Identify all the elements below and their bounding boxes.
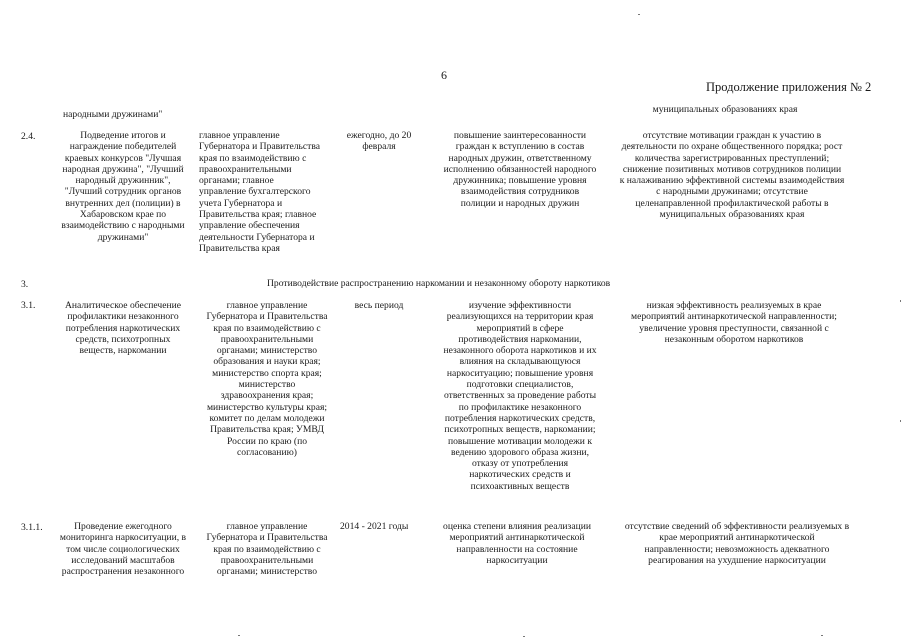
row-2-4-consequences: отсутствие мотивации граждан к участию в деятельности по охране общественного порядка; рост количества зарегистрированных преступлений; снижение позитивных мотивов сотрудников полиции к налаживанию эффективной системы взаимодействия с народными дружинами; отсутствие целенаправленной профилактической работы в муниципальных образованиях края	[619, 130, 845, 221]
row-2-4-result: повышение заинтересованности граждан к вступлению в состав народных дружин, ответственному исполнению обязанностей народного дружинника; повышение уровня взаимодействия сотрудников полиции и народных дружин	[443, 130, 597, 209]
section-3-title: Противодействие распространению наркомании и незаконному обороту наркотиков	[267, 278, 611, 289]
row-3-1-name: Аналитическое обеспечение профилактики незаконного потребления наркотических средств, психотропных веществ, наркомании	[64, 300, 182, 357]
row-2-4-number: 2.4.	[21, 131, 36, 142]
scan-speck	[900, 420, 901, 422]
section-3-number: 3.	[21, 279, 29, 290]
row-3-1-1-executor: главное управление Губернатора и Правительства края по взаимодействию с правоохранительными органами; министерство	[206, 521, 328, 578]
row-3-1-1-name: Проведение ежегодного мониторинга наркоситуации, в том числе социологических исследований масштабов распространения незаконного	[59, 521, 187, 578]
row-3-1-number: 3.1.	[21, 300, 36, 311]
row-3-1-1-consequences: отсутствие сведений об эффективности реализуемых в крае мероприятий антинаркотической направленности; невозможность адекватного реагирования на ухудшение наркоситуации	[624, 521, 850, 566]
row-3-1-consequences: низкая эффективность реализуемых в крае мероприятий антинаркотической направленности; увеличение уровня преступности, связанной с незаконным оборотом наркотиков	[631, 300, 837, 345]
continuation-consequences: муниципальных образованиях края	[652, 104, 798, 115]
row-3-1-result: изучение эффективности реализующихся на территории края мероприятий в сфере противодействия наркомании, незаконного оборота наркотиков и их влияния на складывающуюся наркоситуацию; повышение уровня подготовки специалистов, ответственных за проведение работы по профилактике незаконного потребления наркотических средств, психотропных веществ, наркомании; повышение мотивации молодежи к ведению здорового образа жизни, отказу от употребления наркотических средств и психоактивных веществ	[443, 300, 597, 492]
scan-speck	[523, 636, 525, 637]
page-number: 6	[441, 68, 447, 82]
row-3-1-1-period: 2014 - 2021 годы	[340, 521, 409, 532]
row-3-1-1-number: 3.1.1.	[21, 522, 43, 533]
row-3-1-1-result: оценка степени влияния реализации мероприятий антинаркотической направленности на состояние наркоситуации	[443, 521, 591, 566]
row-2-4-name: Подведение итогов и награждение победителей краевых конкурсов "Лучшая народная дружина", "Лучший народный дружинник", "Лучший сотрудник органов внутренних дел (полиции) в Хабаровском крае по взаимодействию с народными дружинами"	[61, 130, 185, 243]
scan-speck	[238, 635, 240, 636]
row-2-4-period: ежегодно, до 20 февраля	[346, 130, 412, 153]
scan-speck	[821, 635, 823, 636]
continuation-name: народными дружинами"	[63, 109, 163, 120]
row-3-1-period: весь период	[354, 300, 404, 311]
row-3-1-executor: главное управление Губернатора и Правительства края по взаимодействию с правоохранительными органами; министерство образования и науки края; министерство спорта края; министерство здравоохранения края; министерство культуры края; комитет по делам молодежи Правительства края; УМВД России по краю (по согласованию)	[206, 300, 328, 458]
scan-speck	[638, 14, 640, 15]
appendix-title: Продолжение приложения № 2	[706, 80, 872, 94]
row-2-4-executor: главное управление Губернатора и Правительства края по взаимодействию с правоохранительными органами; главное управление бухгалтерского учета Губернатора и Правительства края; главное управление обеспечения деятельности Губернатора и Правительства края	[199, 130, 321, 254]
scan-speck	[900, 300, 901, 302]
